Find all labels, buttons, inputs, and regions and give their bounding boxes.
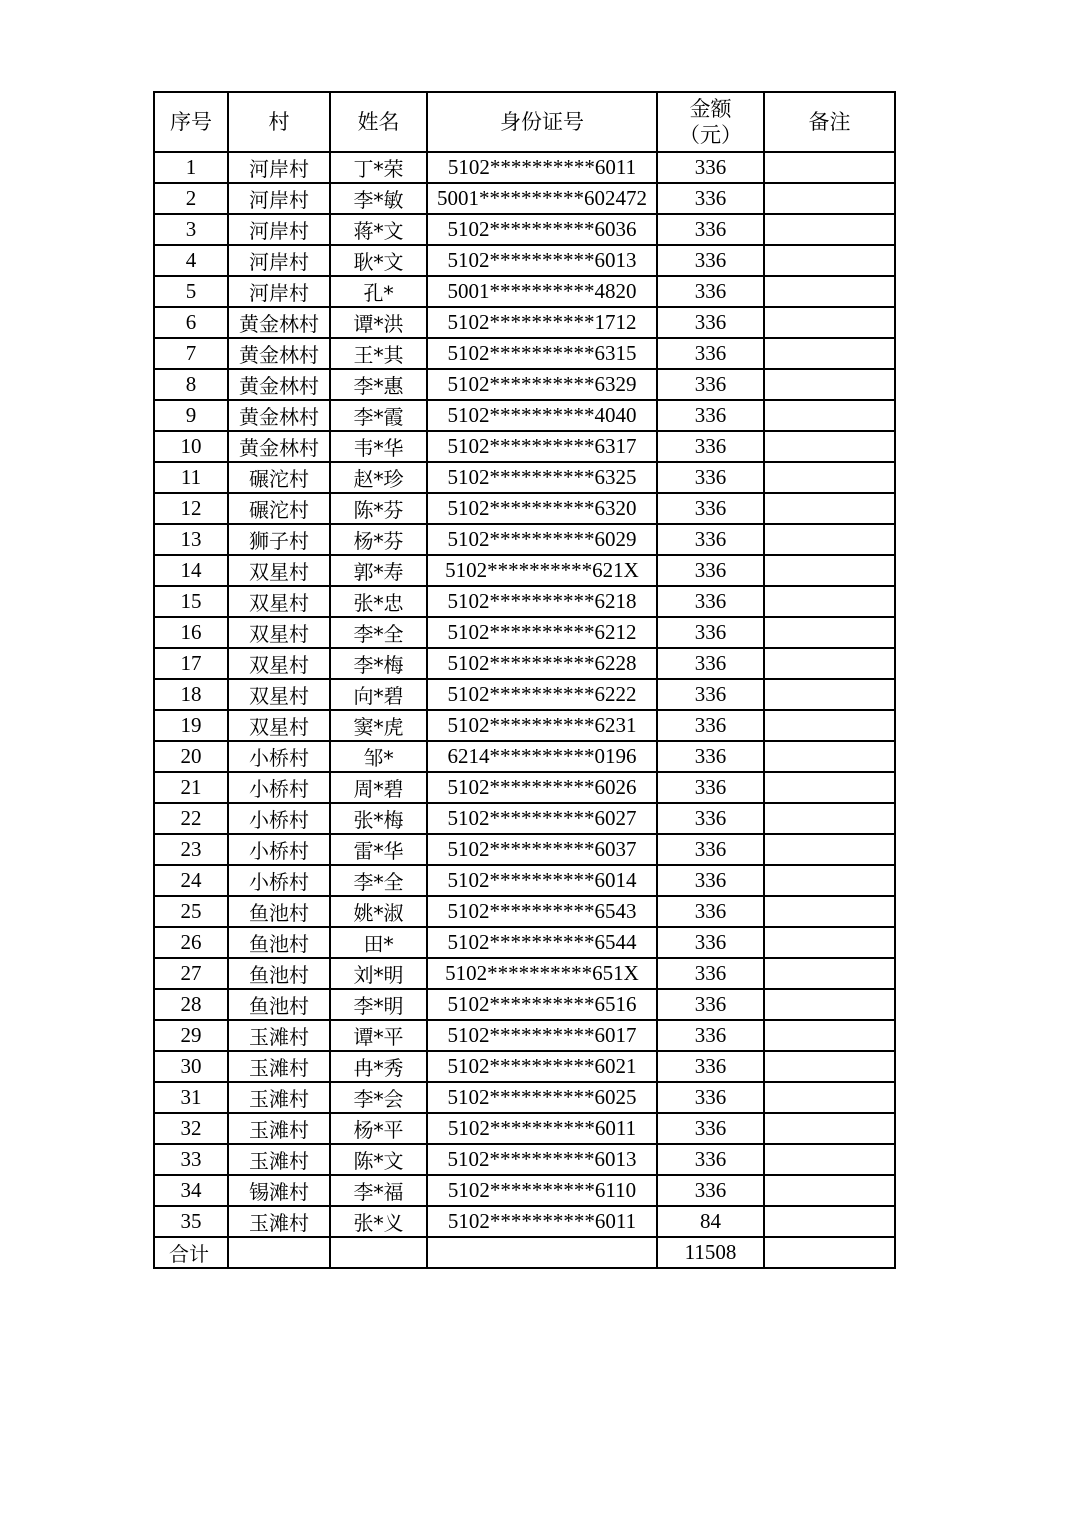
table-row <box>154 400 895 431</box>
cell-index: 26 <box>154 927 228 958</box>
cell-name: 孔* <box>330 276 427 307</box>
cell-remark <box>764 1020 895 1051</box>
cell-name: 向*碧 <box>330 679 427 710</box>
cell-id-number: 5102**********6228 <box>427 648 657 679</box>
cell-remark <box>764 462 895 493</box>
cell-village: 鱼池村 <box>228 896 330 927</box>
table-row <box>154 276 895 307</box>
cell-id-number: 5102**********6021 <box>427 1051 657 1082</box>
table-row <box>154 524 895 555</box>
cell-remark <box>764 741 895 772</box>
cell-id-number: 5102**********6011 <box>427 1113 657 1144</box>
header-index: 序号 <box>154 92 228 152</box>
cell-id-number: 5102**********6110 <box>427 1175 657 1206</box>
cell-remark <box>764 989 895 1020</box>
cell-index: 5 <box>154 276 228 307</box>
table-row <box>154 586 895 617</box>
cell-id-number: 5102**********6231 <box>427 710 657 741</box>
cell-name: 郭*寿 <box>330 555 427 586</box>
cell-amount: 336 <box>657 369 764 400</box>
cell-index: 22 <box>154 803 228 834</box>
cell-amount: 336 <box>657 927 764 958</box>
cell-amount: 336 <box>657 1020 764 1051</box>
table-row <box>154 152 895 183</box>
cell-id-number: 5102**********6212 <box>427 617 657 648</box>
cell-remark <box>764 1206 895 1237</box>
cell-index: 4 <box>154 245 228 276</box>
cell-id-number: 5102**********6027 <box>427 803 657 834</box>
cell-remark <box>764 710 895 741</box>
cell-index: 2 <box>154 183 228 214</box>
total-name-cell <box>330 1237 427 1268</box>
table-body <box>154 152 895 1237</box>
cell-village: 河岸村 <box>228 214 330 245</box>
cell-index: 23 <box>154 834 228 865</box>
cell-id-number: 6214**********0196 <box>427 741 657 772</box>
cell-remark <box>764 927 895 958</box>
table-row <box>154 865 895 896</box>
cell-index: 30 <box>154 1051 228 1082</box>
cell-village: 玉滩村 <box>228 1206 330 1237</box>
cell-name: 蒋*文 <box>330 214 427 245</box>
cell-name: 赵*珍 <box>330 462 427 493</box>
total-id-cell <box>427 1237 657 1268</box>
cell-village: 小桥村 <box>228 772 330 803</box>
cell-amount: 336 <box>657 834 764 865</box>
cell-village: 黄金林村 <box>228 431 330 462</box>
cell-name: 丁*荣 <box>330 152 427 183</box>
cell-name: 李*敏 <box>330 183 427 214</box>
cell-name: 姚*淑 <box>330 896 427 927</box>
table-row <box>154 1082 895 1113</box>
cell-remark <box>764 1113 895 1144</box>
cell-name: 刘*明 <box>330 958 427 989</box>
cell-index: 14 <box>154 555 228 586</box>
cell-village: 河岸村 <box>228 245 330 276</box>
cell-name: 窦*虎 <box>330 710 427 741</box>
cell-amount: 336 <box>657 679 764 710</box>
cell-remark <box>764 1051 895 1082</box>
total-label: 合计 <box>154 1237 228 1268</box>
cell-village: 河岸村 <box>228 183 330 214</box>
cell-amount: 336 <box>657 586 764 617</box>
cell-village: 鱼池村 <box>228 927 330 958</box>
cell-amount: 336 <box>657 648 764 679</box>
cell-id-number: 5102**********6320 <box>427 493 657 524</box>
cell-remark <box>764 152 895 183</box>
cell-amount: 336 <box>657 741 764 772</box>
cell-index: 31 <box>154 1082 228 1113</box>
cell-name: 杨*芬 <box>330 524 427 555</box>
cell-remark <box>764 648 895 679</box>
cell-index: 9 <box>154 400 228 431</box>
cell-amount: 336 <box>657 245 764 276</box>
cell-amount: 336 <box>657 989 764 1020</box>
total-amount: 11508 <box>657 1237 764 1268</box>
cell-index: 24 <box>154 865 228 896</box>
cell-village: 碾沱村 <box>228 493 330 524</box>
cell-name: 陈*芬 <box>330 493 427 524</box>
cell-village: 狮子村 <box>228 524 330 555</box>
cell-id-number: 5102**********621X <box>427 555 657 586</box>
cell-village: 双星村 <box>228 555 330 586</box>
cell-index: 12 <box>154 493 228 524</box>
cell-amount: 336 <box>657 1175 764 1206</box>
header-amount <box>657 92 764 152</box>
total-remark-cell <box>764 1237 895 1268</box>
cell-id-number: 5102**********6329 <box>427 369 657 400</box>
table-row <box>154 710 895 741</box>
cell-id-number: 5102**********6516 <box>427 989 657 1020</box>
cell-village: 黄金林村 <box>228 307 330 338</box>
cell-amount: 336 <box>657 524 764 555</box>
table-row <box>154 679 895 710</box>
cell-index: 3 <box>154 214 228 245</box>
cell-remark <box>764 896 895 927</box>
cell-amount: 336 <box>657 896 764 927</box>
cell-name: 李*明 <box>330 989 427 1020</box>
cell-village: 双星村 <box>228 679 330 710</box>
header-amount-unit: （元） <box>679 123 742 147</box>
cell-index: 33 <box>154 1144 228 1175</box>
cell-amount: 336 <box>657 555 764 586</box>
table-row <box>154 307 895 338</box>
cell-remark <box>764 493 895 524</box>
table-row <box>154 1051 895 1082</box>
cell-remark <box>764 369 895 400</box>
cell-id-number: 5102**********6315 <box>427 338 657 369</box>
cell-name: 李*全 <box>330 617 427 648</box>
cell-remark <box>764 555 895 586</box>
cell-id-number: 5102**********6026 <box>427 772 657 803</box>
cell-index: 34 <box>154 1175 228 1206</box>
cell-index: 19 <box>154 710 228 741</box>
cell-amount: 336 <box>657 1113 764 1144</box>
cell-amount: 336 <box>657 1051 764 1082</box>
cell-remark <box>764 679 895 710</box>
cell-index: 32 <box>154 1113 228 1144</box>
cell-remark <box>764 1175 895 1206</box>
cell-name: 张*梅 <box>330 803 427 834</box>
table-row <box>154 1113 895 1144</box>
cell-index: 10 <box>154 431 228 462</box>
cell-id-number: 5001**********602472 <box>427 183 657 214</box>
cell-name: 田* <box>330 927 427 958</box>
cell-village: 黄金林村 <box>228 338 330 369</box>
cell-id-number: 5102**********6036 <box>427 214 657 245</box>
cell-remark <box>764 834 895 865</box>
cell-index: 25 <box>154 896 228 927</box>
cell-index: 28 <box>154 989 228 1020</box>
cell-village: 双星村 <box>228 586 330 617</box>
table-row <box>154 648 895 679</box>
cell-id-number: 5102**********6011 <box>427 152 657 183</box>
cell-index: 16 <box>154 617 228 648</box>
cell-remark <box>764 245 895 276</box>
cell-name: 冉*秀 <box>330 1051 427 1082</box>
cell-remark <box>764 865 895 896</box>
cell-remark <box>764 524 895 555</box>
cell-village: 小桥村 <box>228 834 330 865</box>
table-row <box>154 803 895 834</box>
cell-id-number: 5102**********6013 <box>427 245 657 276</box>
cell-name: 王*其 <box>330 338 427 369</box>
cell-amount: 336 <box>657 617 764 648</box>
cell-index: 7 <box>154 338 228 369</box>
table-row <box>154 462 895 493</box>
cell-id-number: 5001**********4820 <box>427 276 657 307</box>
cell-amount: 336 <box>657 710 764 741</box>
cell-index: 1 <box>154 152 228 183</box>
cell-village: 玉滩村 <box>228 1144 330 1175</box>
cell-remark <box>764 958 895 989</box>
header-amount-label: 金额 <box>689 97 732 121</box>
cell-name: 谭*洪 <box>330 307 427 338</box>
table-row <box>154 431 895 462</box>
cell-index: 6 <box>154 307 228 338</box>
cell-id-number: 5102**********1712 <box>427 307 657 338</box>
table-row <box>154 958 895 989</box>
total-row <box>154 1237 895 1268</box>
cell-remark <box>764 183 895 214</box>
table-row <box>154 834 895 865</box>
cell-name: 周*碧 <box>330 772 427 803</box>
cell-village: 河岸村 <box>228 152 330 183</box>
cell-id-number: 5102**********6025 <box>427 1082 657 1113</box>
header-name: 姓名 <box>330 92 427 152</box>
cell-amount: 336 <box>657 865 764 896</box>
cell-remark <box>764 1144 895 1175</box>
cell-name: 张*忠 <box>330 586 427 617</box>
table-row <box>154 772 895 803</box>
header-remark: 备注 <box>764 92 895 152</box>
cell-remark <box>764 338 895 369</box>
cell-remark <box>764 307 895 338</box>
cell-name: 谭*平 <box>330 1020 427 1051</box>
cell-id-number: 5102**********6222 <box>427 679 657 710</box>
cell-name: 李*霞 <box>330 400 427 431</box>
cell-amount: 84 <box>657 1206 764 1237</box>
cell-id-number: 5102**********4040 <box>427 400 657 431</box>
cell-amount: 336 <box>657 1082 764 1113</box>
cell-id-number: 5102**********651X <box>427 958 657 989</box>
cell-amount: 336 <box>657 400 764 431</box>
table-row <box>154 1144 895 1175</box>
cell-amount: 336 <box>657 958 764 989</box>
cell-amount: 336 <box>657 1144 764 1175</box>
cell-index: 29 <box>154 1020 228 1051</box>
cell-index: 27 <box>154 958 228 989</box>
cell-index: 35 <box>154 1206 228 1237</box>
table-row <box>154 369 895 400</box>
cell-village: 玉滩村 <box>228 1020 330 1051</box>
header-id-number: 身份证号 <box>427 92 657 152</box>
beneficiary-table <box>153 91 896 1269</box>
cell-id-number: 5102**********6325 <box>427 462 657 493</box>
cell-village: 黄金林村 <box>228 400 330 431</box>
cell-village: 小桥村 <box>228 741 330 772</box>
cell-amount: 336 <box>657 772 764 803</box>
cell-index: 8 <box>154 369 228 400</box>
cell-index: 13 <box>154 524 228 555</box>
cell-amount: 336 <box>657 214 764 245</box>
cell-village: 双星村 <box>228 710 330 741</box>
cell-remark <box>764 431 895 462</box>
table-row <box>154 1020 895 1051</box>
cell-name: 李*福 <box>330 1175 427 1206</box>
cell-index: 15 <box>154 586 228 617</box>
cell-village: 玉滩村 <box>228 1082 330 1113</box>
cell-remark <box>764 1082 895 1113</box>
cell-village: 小桥村 <box>228 803 330 834</box>
cell-name: 李*惠 <box>330 369 427 400</box>
cell-remark <box>764 276 895 307</box>
cell-amount: 336 <box>657 493 764 524</box>
table-row <box>154 1175 895 1206</box>
cell-index: 21 <box>154 772 228 803</box>
cell-name: 李*会 <box>330 1082 427 1113</box>
cell-remark <box>764 772 895 803</box>
cell-village: 碾沱村 <box>228 462 330 493</box>
table-row <box>154 741 895 772</box>
cell-village: 小桥村 <box>228 865 330 896</box>
table-row <box>154 896 895 927</box>
table-row <box>154 617 895 648</box>
header-village: 村 <box>228 92 330 152</box>
cell-name: 张*义 <box>330 1206 427 1237</box>
cell-index: 18 <box>154 679 228 710</box>
cell-village: 玉滩村 <box>228 1051 330 1082</box>
cell-amount: 336 <box>657 307 764 338</box>
cell-name: 邹* <box>330 741 427 772</box>
cell-remark <box>764 617 895 648</box>
table-row <box>154 493 895 524</box>
cell-name: 耿*文 <box>330 245 427 276</box>
cell-id-number: 5102**********6218 <box>427 586 657 617</box>
cell-village: 黄金林村 <box>228 369 330 400</box>
cell-name: 陈*文 <box>330 1144 427 1175</box>
cell-amount: 336 <box>657 431 764 462</box>
cell-village: 玉滩村 <box>228 1113 330 1144</box>
cell-index: 20 <box>154 741 228 772</box>
cell-name: 李*梅 <box>330 648 427 679</box>
table-row <box>154 338 895 369</box>
cell-remark <box>764 214 895 245</box>
table-header-row <box>154 92 895 152</box>
cell-id-number: 5102**********6014 <box>427 865 657 896</box>
cell-amount: 336 <box>657 276 764 307</box>
cell-village: 双星村 <box>228 648 330 679</box>
cell-index: 17 <box>154 648 228 679</box>
table-row <box>154 245 895 276</box>
cell-id-number: 5102**********6317 <box>427 431 657 462</box>
cell-id-number: 5102**********6017 <box>427 1020 657 1051</box>
cell-amount: 336 <box>657 803 764 834</box>
cell-name: 李*全 <box>330 865 427 896</box>
cell-id-number: 5102**********6013 <box>427 1144 657 1175</box>
table-row <box>154 555 895 586</box>
cell-id-number: 5102**********6037 <box>427 834 657 865</box>
cell-id-number: 5102**********6544 <box>427 927 657 958</box>
cell-index: 11 <box>154 462 228 493</box>
cell-remark <box>764 586 895 617</box>
cell-name: 杨*平 <box>330 1113 427 1144</box>
cell-amount: 336 <box>657 152 764 183</box>
cell-id-number: 5102**********6029 <box>427 524 657 555</box>
cell-amount: 336 <box>657 462 764 493</box>
cell-id-number: 5102**********6011 <box>427 1206 657 1237</box>
cell-name: 韦*华 <box>330 431 427 462</box>
cell-remark <box>764 803 895 834</box>
cell-id-number: 5102**********6543 <box>427 896 657 927</box>
cell-remark <box>764 400 895 431</box>
cell-amount: 336 <box>657 183 764 214</box>
cell-name: 雷*华 <box>330 834 427 865</box>
table-row <box>154 1206 895 1237</box>
cell-amount: 336 <box>657 338 764 369</box>
cell-village: 锡滩村 <box>228 1175 330 1206</box>
table-row <box>154 183 895 214</box>
table-row <box>154 214 895 245</box>
cell-village: 双星村 <box>228 617 330 648</box>
cell-village: 河岸村 <box>228 276 330 307</box>
total-village-cell <box>228 1237 330 1268</box>
cell-village: 鱼池村 <box>228 989 330 1020</box>
table-row <box>154 927 895 958</box>
cell-village: 鱼池村 <box>228 958 330 989</box>
table-row <box>154 989 895 1020</box>
